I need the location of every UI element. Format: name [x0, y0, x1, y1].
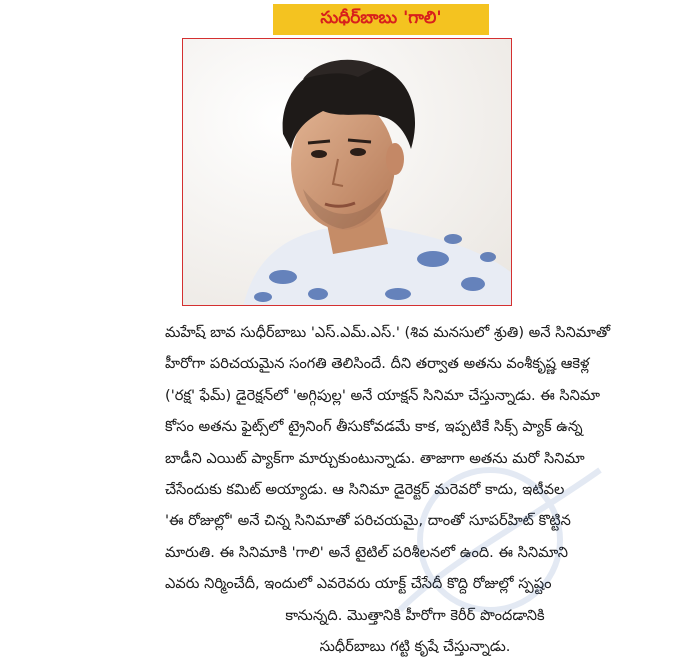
- article-line: మహేష్ బావ సుధీర్‌బాబు 'ఎస్.ఎమ్.ఎస్.' (శివ మనసులో శ్రుతి) అనే సినిమాతో: [165, 324, 611, 341]
- page-title: సుధీర్‌బాబు 'గాలి': [320, 7, 442, 28]
- article-line: ఎవరు నిర్మించేదీ, ఇందులో ఎవరెవరు యాక్ట్ చేసేదీ కొద్ది రోజుల్లో స్పష్టం: [165, 575, 552, 593]
- article-line: 'ఈ రోజుల్లో' అనే చిన్న సినిమాతో పరిచయమై, దాంతో సూపర్‌హిట్ కొట్టిన: [165, 512, 571, 530]
- article-line: కోసం అతను ఫైట్స్‌లో ట్రైనింగ్ తీసుకోవడమే కాక, ఇప్పటికే సిక్స్ ప్యాక్ ఉన్న: [165, 418, 583, 436]
- article-line: సుధీర్‌బాబు గట్టి కృషే చేస్తున్నాడు.: [319, 638, 511, 656]
- article-line: ('రక్ష' ఫేమ్) డైరెక్షన్‌లో 'అగ్గిపుల్ల' అనే యాక్షన్ సినిమా చేస్తున్నాడు. ఈ సినిమా: [165, 386, 601, 404]
- article-line: హీరోగా పరిచయమైన సంగతి తెలిసిందే. దీని తర్వాత అతను వంశీకృష్ణ ఆకెళ్ల: [165, 355, 590, 373]
- actor-photo: [182, 38, 512, 306]
- title-banner: [273, 4, 489, 35]
- article-line: చేసేందుకు కమిట్ అయ్యాడు. ఆ సినిమా డైరెక్టర్ మరెవరో కాదు, ఇటీవల: [165, 481, 565, 499]
- portrait-photo-icon: [183, 39, 512, 306]
- article-line: బాడీని ఎయిట్ ప్యాక్‌గా మార్చుకుంటున్నాడు. తాజాగా అతను మరో సినిమా: [165, 449, 585, 467]
- article-line: కానున్నది. మొత్తానికి హీరోగా కెరీర్ పొందడానికి: [285, 606, 545, 624]
- article-body: [165, 317, 665, 662]
- article-line: మారుతి. ఈ సినిమాకి 'గాలి' అనే టైటిల్ పరిశీలనలో ఉంది. ఈ సినిమాని: [165, 543, 568, 561]
